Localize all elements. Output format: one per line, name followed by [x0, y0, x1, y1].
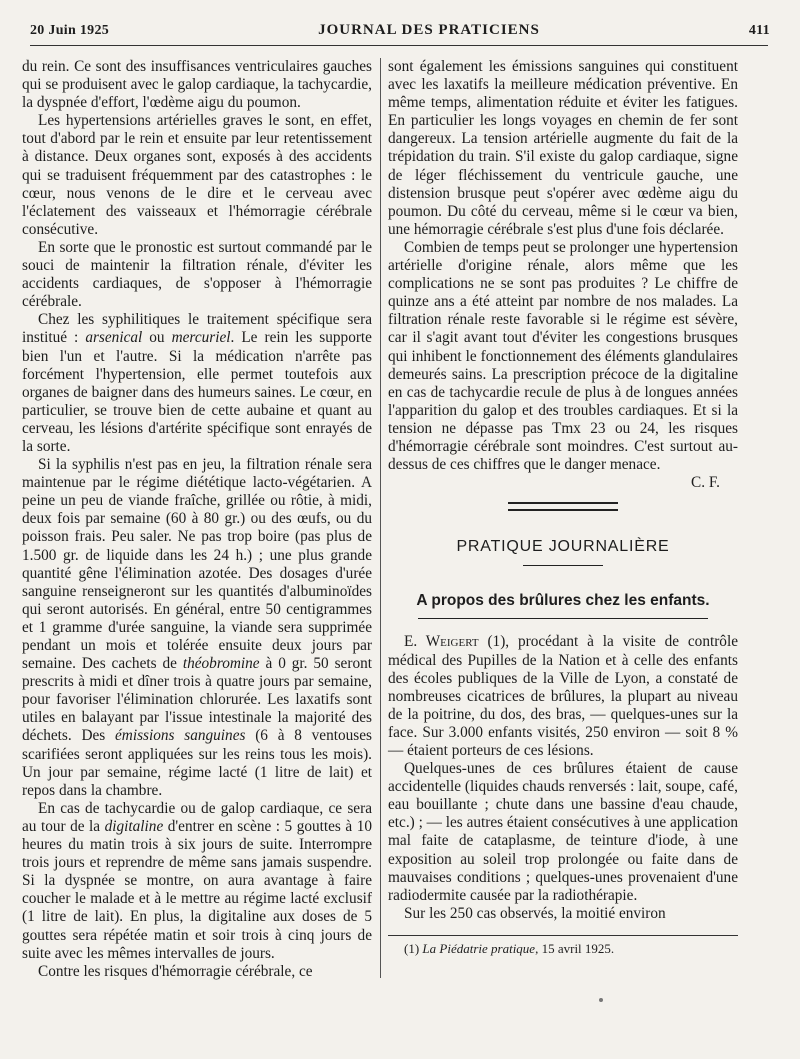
- author-signature: C. F.: [691, 474, 720, 492]
- left-paragraph-5: Si la syphilis n'est pas en jeu, la filtration rénale sera maintenue par le régime diététique lacto-végétarien. A peine un peu de viande fraîche, grillée ou rôtie, à midi, deux fois par semaine (60 à 80 gr.) ou des œufs, ou du poisson frais. Peu saler. Ne pas trop boire (pas plus de 1.500 gr. de liquide dans les 24 h.) ; une plus grande quantité gêne l'élimination azotée. Des dosages d'urée sanguine renseigneront sur les quantités d'albuminoïdes qui seront autorisés. En général, entre 50 centigrammes et 1 gramme d'urée sanguine, la viande sera supprimée pendant un mois et tolérée ensuite deux jours par semaine. Des cachets de théobromine à 0 gr. 50 seront prescrits à midi et dîner trois à quatre jours par semaine, pour favoriser l'élimination chlorurée. Les laxatifs sont utiles en balayant par l'issue intestinale la majorité des déchets. Des émissions sanguines (6 à 8 ventouses scarifiées seront appliquées sur les reins tous les mois). Un jour par semaine, régime lacté (1 litre de lait) et repos dans la chambre.: [22, 456, 372, 799]
- term-digitaline: digitaline: [104, 817, 164, 835]
- left-column: [22, 58, 372, 998]
- article-paragraph-1: E. Weigert (1), procédant à la visite de contrôle médical des Pupilles de la Nation et à celle des enfants des écoles publiques de la Ville de Lyon, a constaté de nombreuses cicatrices de brûlures, la plupart au niveau de la poitrine, du dos, des bras, — quelques-unes sur la face. Sur 3.000 enfants visités, 250 environ — soit 8 % — étaient porteurs de ces lésions.: [388, 633, 738, 759]
- left-paragraph-7: Contre les risques d'hémorragie cérébrale, ce: [38, 962, 313, 980]
- article-title: A propos des brûlures chez les enfants.: [416, 592, 710, 610]
- header-journal-title: JOURNAL DES PRATICIENS: [318, 22, 540, 38]
- section-divider: [508, 502, 618, 511]
- term-arsenical: arsenical: [85, 329, 143, 347]
- right-paragraph-1: sont également les émissions sanguines qui constituent avec les laxatifs la meilleure médication préventive. En même temps, alimentation réduite et éviter les fatigues. En particulier les longs voyages en chemin de fer sont dangereux. La tension artérielle augmente du fait de la trépidation du train. S'il existe du galop cardiaque, signe de léger fléchissement du ventricule gauche, une distension brusque peut s'opérer avec œdème aigu du poumon. Du côté du cerveau, même si le cœur va bien, une hémorragie cérébrale s'est plus d'une fois déclarée.: [388, 58, 738, 238]
- column-divider: [380, 58, 381, 978]
- footnote: (1) La Piédatrie pratique, 15 avril 1925.: [404, 940, 615, 956]
- header-rule: [30, 45, 768, 46]
- article-paragraph-2: Quelques-unes de ces brûlures étaient de cause accidentelle (liquides chauds renversés : lait, soupe, café, eau bouillante ; chute dans une bassine d'eau chaude, etc.) ; — les autres étaient consécutives à une application mal faite de cataplasme, de teinture d'iode, à une exposition au soleil trop prolongée ou faite dans de mauvaises conditions ; quelques-unes provenaient d'une radiodermite causée par la radiothérapie.: [388, 760, 738, 904]
- article-title-rule: [418, 618, 708, 619]
- left-paragraph-4: Chez les syphilitiques le traitement spécifique sera institué : arsenical ou mercuriel. Le rein les supporte bien l'un et l'autre. Si la médication n'arrête pas forcément l'hypertension, elle permet toutefois aux organes de baigner dans des humeurs saines. Le cœur, en particulier, se trouve bien de cette aubaine et quant au cerveau, les lésions d'artérite spécifique sont enrayés de la sorte.: [22, 311, 372, 455]
- header-date: 20 Juin 1925: [30, 23, 110, 38]
- left-paragraph-3: En sorte que le pronostic est surtout commandé par le souci de maintenir la filtration rénale, d'éviter les accidents cardiaques, de s'opposer à l'hémorragie cérébrale.: [22, 238, 372, 311]
- article-author: E. Weigert: [404, 633, 479, 651]
- term-theobromine: théobromine: [182, 655, 260, 673]
- right-paragraph-2: Combien de temps peut se prolonger une hypertension artérielle d'origine rénale, alors même que les complications ne se sont pas produites ? Le chiffre de quinze ans a été atteint par nombre de nos malades. La filtration rénale reste favorable si le régime est sévère, car il s'agit avant tout d'éviter les congestions brusques qui inhibent le fonctionnement des éléments glandulaires demeurés sains. La prescription précoce de la digitaline en cas de tachycardie recule de plus à de longues années l'apparition du galop et des troubles cardiaques. Et si la tension ne dépasse pas Tmx 23 ou 24, les risques d'hémorragie cérébrale sont moindres. C'est surtout au-dessus de ces chiffres que le danger menace.: [388, 238, 738, 474]
- bullet-mark: [599, 998, 603, 1002]
- footnote-rule: [388, 935, 738, 936]
- right-column: [388, 58, 738, 998]
- left-paragraph-1: du rein. Ce sont des insuffisances ventriculaires gauches qui se produisent avec le galop cardiaque, la tachycardie, la dyspnée d'effort, l'œdème aigu du poumon.: [22, 58, 372, 112]
- left-paragraph-2: Les hypertensions artérielles graves le sont, en effet, tout d'abord par le rein et ensuite par leur retentissement à distance. Deux organes sont, exposés à des accidents qui se traduisent fréquemment par des catastrophes : le cœur, nous venons de le dire et le cerveau avec l'éclatement des vaisseaux et l'hémorragie cérébrale consécutive.: [22, 112, 372, 238]
- page-header: [30, 22, 770, 44]
- term-emissions-sanguines: émissions sanguines: [115, 727, 246, 745]
- header-page-number: 411: [748, 23, 770, 38]
- section-title-rule: [523, 565, 603, 566]
- footnote-source: La Piédatrie pratique: [422, 940, 536, 956]
- section-title: PRATIQUE JOURNALIÈRE: [456, 538, 670, 556]
- term-mercuriel: mercuriel: [171, 329, 231, 347]
- article-paragraph-3: Sur les 250 cas observés, la moitié environ: [404, 904, 666, 922]
- left-paragraph-6: En cas de tachycardie ou de galop cardiaque, ce sera au tour de la digitaline d'entrer en scène : 5 gouttes à 10 heures du matin trois à six jours de suite. Interrompre trois jours et reprendre de même sans jamais suspendre. Si la dyspnée se montre, on aura avantage à faire coucher le malade et à le mettre au régime lacté exclusif (1 litre de lait). En plus, la digitaline aux doses de 5 gouttes sera répétée matin et soir trois à cinq jours de suite avec les mêmes intervalles de jours.: [22, 799, 372, 962]
